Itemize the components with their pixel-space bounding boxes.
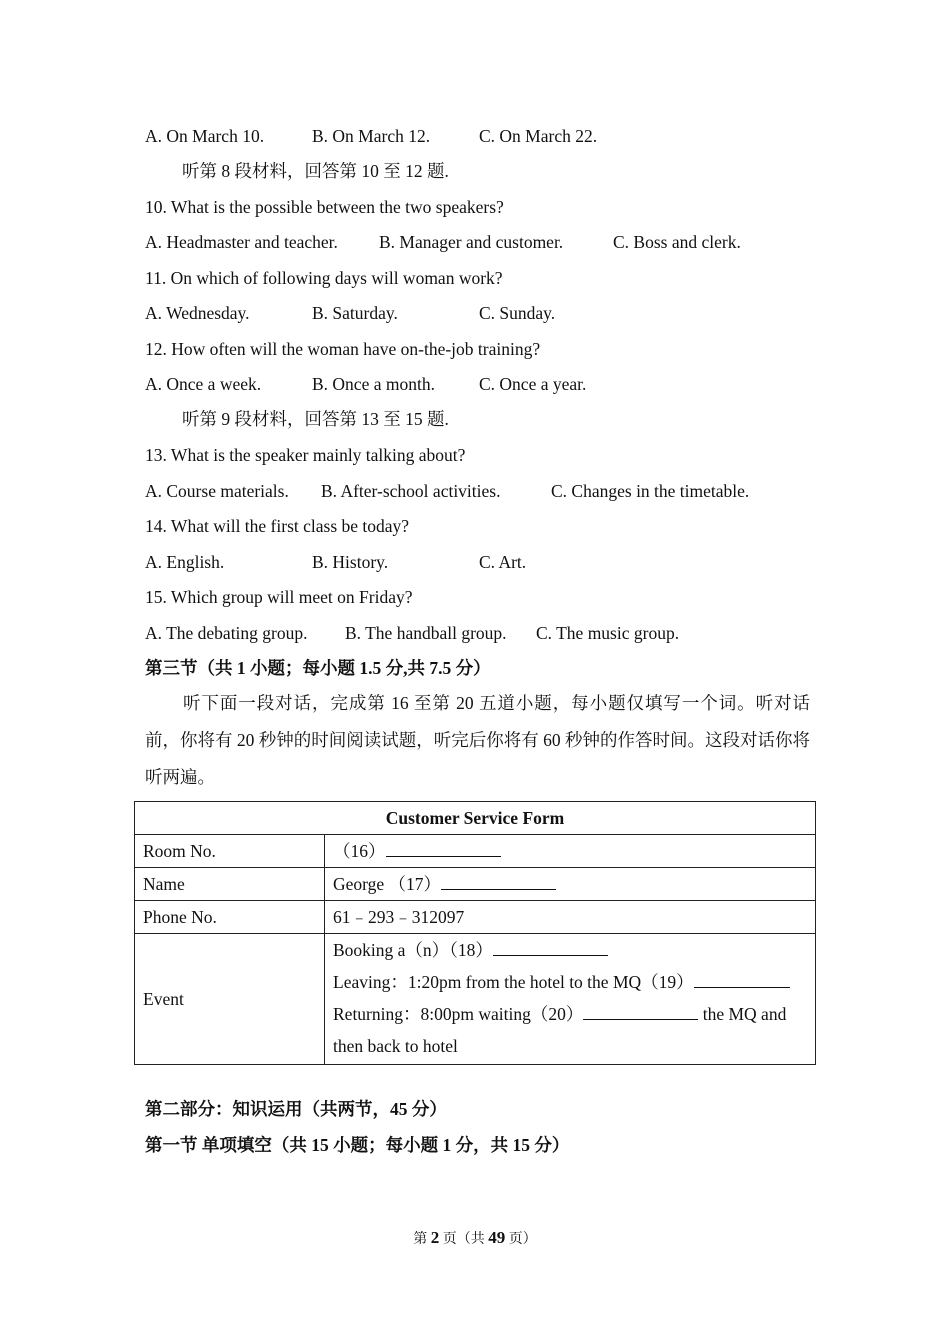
q10-option-c: C. Boss and clerk. [613, 232, 741, 252]
section3-title: 第三节（共 1 小题；每小题 1.5 分,共 7.5 分） [145, 658, 491, 678]
footer-mid: 页（共 [439, 1232, 489, 1247]
q10-option-b: B. Manager and customer. [379, 232, 564, 252]
q15-option-a: A. The debating group. [145, 623, 308, 643]
event-label: Event [135, 934, 325, 1065]
event-line-3 [333, 998, 807, 1062]
event-cell [325, 934, 816, 1065]
phone-label: Phone No. [135, 901, 325, 934]
room-value: （16） [333, 841, 386, 861]
room-cell [325, 835, 816, 868]
q13-option-c: C. Changes in the timetable. [551, 481, 750, 501]
name-cell [325, 868, 816, 901]
q14-option-b: B. History. [312, 552, 389, 572]
event-line-3-text-a: Returning：8:00pm waiting（20） [333, 1004, 584, 1024]
footer-page-number: 2 [430, 1228, 440, 1247]
form-title: Customer Service Form [135, 802, 816, 835]
q11-option-b: B. Saturday. [312, 303, 398, 323]
section3-intro [145, 685, 810, 796]
q9-option-b: B. On March 12. [312, 126, 431, 146]
q9-option-a: A. On March 10. [145, 126, 265, 146]
footer-suffix: 页） [505, 1232, 537, 1247]
q10-stem: 10. What is the possible between the two speakers? [145, 197, 504, 217]
blank-16[interactable] [386, 838, 501, 857]
footer-total-pages: 49 [488, 1228, 506, 1247]
q12-option-c: C. Once a year. [479, 374, 587, 394]
name-label: Name [135, 868, 325, 901]
section3-intro-text: 听下面一段对话，完成第 16 至第 20 五道小题，每小题仅填写一个词。听对话前，你将有 20 秒钟的时间阅读试题，听完后你将有 60 秒钟的作答时间。这段对话你将听两遍。 [145, 693, 810, 787]
q13-option-a: A. Course materials. [145, 481, 289, 501]
q10-option-a: A. Headmaster and teacher. [145, 232, 338, 252]
q13-stem: 13. What is the speaker mainly talking about? [145, 445, 466, 465]
instruction-passage-9: 听第 9 段材料，回答第 13 至 15 题. [182, 409, 449, 429]
footer-prefix: 第 [413, 1232, 431, 1247]
q11-option-c: C. Sunday. [479, 303, 556, 323]
q11-option-a: A. Wednesday. [145, 303, 250, 323]
part2-section1-title: 第一节 单项填空（共 15 小题；每小题 1 分，共 15 分） [145, 1135, 570, 1155]
q14-option-c: C. Art. [479, 552, 527, 572]
q15-option-b: B. The handball group. [345, 623, 507, 643]
q15-option-c: C. The music group. [536, 623, 680, 643]
q12-stem: 12. How often will the woman have on-the-job training? [145, 339, 541, 359]
event-line-1-text: Booking a（n）（18） [333, 940, 493, 960]
event-line-1 [333, 934, 807, 966]
page-footer [0, 1228, 950, 1248]
instruction-passage-8: 听第 8 段材料，回答第 10 至 12 题. [182, 161, 449, 181]
q11-stem: 11. On which of following days will woman work? [145, 268, 503, 288]
name-value: George （17） [333, 874, 442, 894]
part2-title: 第二部分：知识运用（共两节，45 分） [145, 1099, 447, 1119]
q15-stem: 15. Which group will meet on Friday? [145, 587, 413, 607]
q12-option-b: B. Once a month. [312, 374, 435, 394]
q12-option-a: A. Once a week. [145, 374, 262, 394]
blank-20[interactable] [583, 1001, 698, 1020]
blank-17[interactable] [441, 871, 556, 890]
blank-19[interactable] [694, 969, 790, 988]
q13-option-b: B. After-school activities. [321, 481, 501, 501]
customer-service-form [134, 801, 816, 1065]
event-line-2-text: Leaving：1:20pm from the hotel to the MQ（19） [333, 972, 694, 992]
blank-18[interactable] [493, 937, 608, 956]
q14-option-a: A. English. [145, 552, 225, 572]
event-line-3-text-b: the MQ and then back to hotel [333, 1004, 787, 1056]
phone-value: 61﹣293﹣312097 [325, 901, 816, 934]
q9-option-c: C. On March 22. [479, 126, 598, 146]
q14-stem: 14. What will the first class be today? [145, 516, 410, 536]
room-label: Room No. [135, 835, 325, 868]
event-line-2 [333, 966, 807, 998]
